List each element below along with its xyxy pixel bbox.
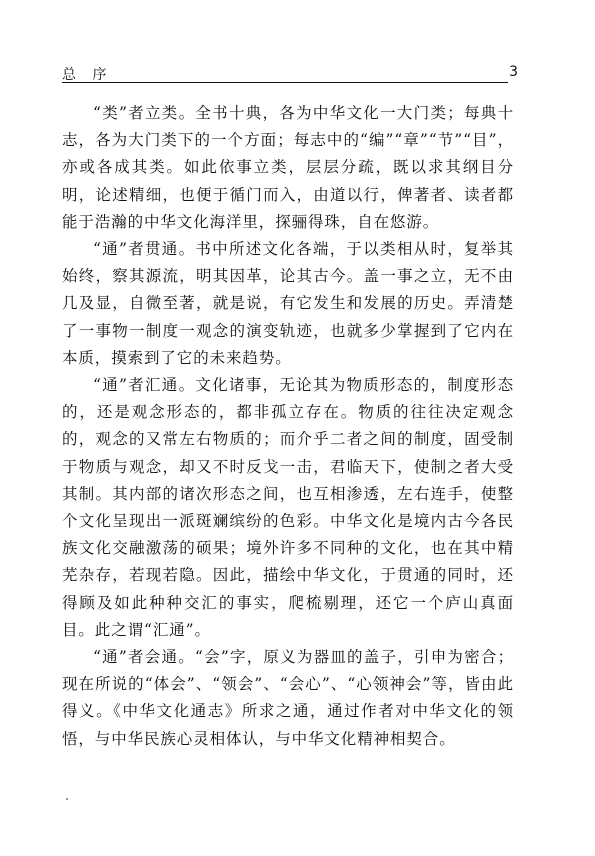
paragraph-lei: “类”者立类。全书十典，各为中华文化一大门类；每典十志，各为大门类下的一个方面；每志中的“编”“章”“节”“目”，亦或各成其类。如此依事立类，层层分疏，既以求其纲目分明，论述精细，也便于循门而入，由道以行，俾著者、读者都能于浩瀚的中华文化海洋里，探骊得珠，自在悠游。 <box>62 104 514 231</box>
paragraph-huitong-hui: “通”者会通。“会”字，原义为器皿的盖子，引申为密合；现在所说的“体会”、“领会”、“会心”、“心领神会”等，皆由此得义。《中华文化通志》所求之通，通过作者对中华文化的领悟，与中华民族心灵相体认，与中华文化精神相契合。 <box>62 648 514 748</box>
scan-speck <box>66 798 68 800</box>
header-rule <box>62 82 508 83</box>
paragraph-guantong: “通”者贯通。书中所述文化各端，于以类相从时，复举其始终，察其源流，明其因革，论其古今。盖一事之立，无不由几及显，自微至著，就是说，有它发生和发展的历史。弄清楚了一事物一制度一观念的演变轨迹，也就多少掌握到了它内在本质，摸索到了它的未来趋势。 <box>62 240 514 367</box>
body-text <box>62 100 514 753</box>
running-header <box>62 64 518 88</box>
paragraph-huitong: “通”者汇通。文化诸事，无论其为物质形态的，制度形态的，还是观念形态的，都非孤立存在。物质的往往决定观念的，观念的又常左右物质的；而介乎二者之间的制度，固受制于物质与观念，却又不时反戈一击，君临天下，使制之者大受其制。其内部的诸次形态之间，也互相渗透，左右连手，使整个文化呈现出一派斑斓缤纷的色彩。中华文化是境内古今各民族文化交融激荡的硕果；境外许多不同种的文化，也在其中精芜杂存，若现若隐。因此，描绘中华文化，于贯通的同时，还得顾及如此种种交汇的事实，爬梳剔理，还它一个庐山真面目。此之谓“汇通”。 <box>62 376 514 639</box>
running-header-title: 总 序 <box>62 67 113 83</box>
page-number: 3 <box>509 64 518 80</box>
